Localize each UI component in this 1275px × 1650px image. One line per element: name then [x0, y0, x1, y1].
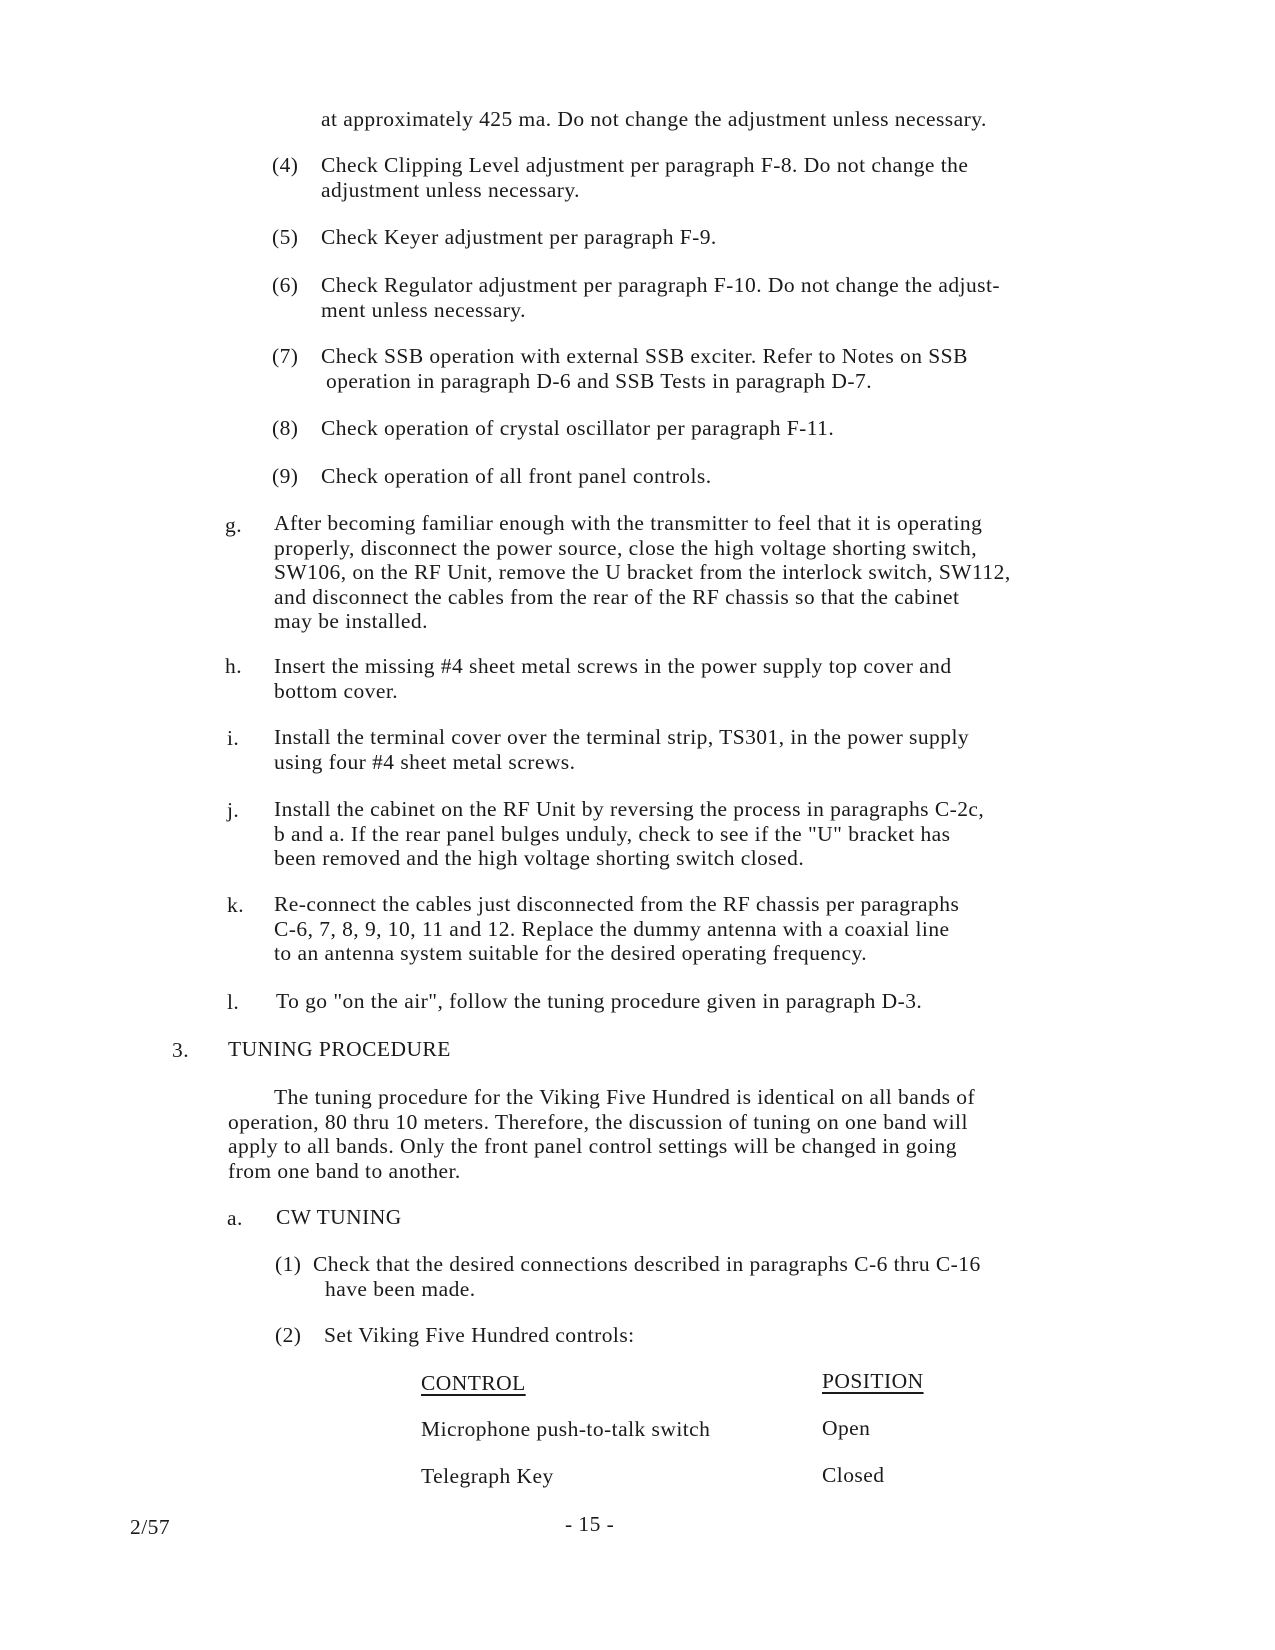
table-cell-position: Open — [822, 1416, 871, 1440]
section-title: TUNING PROCEDURE — [228, 1037, 451, 1061]
list-item — [321, 153, 968, 202]
item-label: l. — [227, 990, 240, 1014]
item-label: (6) — [272, 273, 299, 297]
item-label: k. — [227, 893, 245, 917]
list-item — [274, 892, 959, 966]
item-label: (5) — [272, 225, 299, 249]
section-number: 3. — [172, 1038, 190, 1062]
line: The tuning procedure for the Viking Five Hundred is identical on all bands of — [274, 1085, 976, 1109]
line: Install the terminal cover over the terminal strip, TS301, in the power supply — [274, 725, 970, 749]
table-header-control: CONTROL — [421, 1371, 526, 1395]
line: and disconnect the cables from the rear of the RF chassis so that the cabinet — [274, 584, 960, 609]
list-item — [313, 1252, 981, 1301]
line: been removed and the high voltage shorting switch closed. — [274, 846, 805, 870]
line: After becoming familiar enough with the transmitter to feel that it is operating — [274, 511, 983, 535]
footer-date: 2/57 — [130, 1515, 171, 1539]
intro-line: at approximately 425 ma. Do not change the adjustment unless necessary. — [321, 107, 987, 131]
item-label: g. — [225, 513, 243, 537]
line: Check Clipping Level adjustment per paragraph F-8. Do not change the — [321, 153, 969, 177]
list-item — [274, 797, 984, 871]
section-paragraph — [228, 1085, 975, 1183]
line: Check operation of crystal oscillator per paragraph F-11. — [321, 416, 835, 440]
line: Check Regulator adjustment per paragraph F-10. Do not change the adjust- — [321, 273, 1001, 297]
line: to an antenna system suitable for the desired operating frequency. — [274, 941, 868, 965]
line: operation in paragraph D-6 and SSB Tests in paragraph D-7. — [326, 368, 873, 393]
subsection-title: CW TUNING — [276, 1205, 402, 1229]
line: apply to all bands. Only the front panel control settings will be changed in going — [228, 1134, 957, 1158]
line: Check Keyer adjustment per paragraph F-9. — [321, 225, 717, 249]
line: using four #4 sheet metal screws. — [274, 749, 576, 774]
list-item — [274, 654, 952, 703]
list-item — [321, 273, 1000, 322]
line: bottom cover. — [274, 678, 399, 703]
item-label: (9) — [272, 464, 299, 488]
list-item — [321, 416, 834, 441]
line: may be installed. — [274, 609, 428, 633]
list-item — [321, 225, 717, 250]
line: operation, 80 thru 10 meters. Therefore, the discussion of tuning on one band will — [228, 1109, 968, 1134]
line: Check that the desired connections described in paragraphs C-6 thru C-16 — [313, 1252, 981, 1276]
list-item — [321, 464, 712, 489]
page-number: - 15 - — [565, 1512, 615, 1536]
item-label: (4) — [272, 153, 299, 177]
line: To go "on the air", follow the tuning procedure given in paragraph D-3. — [276, 989, 923, 1013]
line: Re-connect the cables just disconnected from the RF chassis per paragraphs — [274, 892, 960, 916]
table-cell-position: Closed — [822, 1463, 885, 1487]
line: ment unless necessary. — [321, 297, 526, 322]
list-item — [274, 511, 1011, 634]
table-cell-control: Microphone push-to-talk switch — [421, 1417, 711, 1441]
table-cell-control: Telegraph Key — [421, 1464, 554, 1488]
item-label: j. — [227, 798, 240, 822]
list-item — [276, 989, 922, 1014]
line: Set Viking Five Hundred controls: — [324, 1323, 635, 1347]
line: adjustment unless necessary. — [321, 177, 580, 202]
line: SW106, on the RF Unit, remove the U bracket from the interlock switch, SW112, — [274, 560, 1011, 584]
item-label: (7) — [272, 344, 299, 368]
line: b and a. If the rear panel bulges unduly, check to see if the "U" bracket has — [274, 821, 951, 846]
line: properly, disconnect the power source, close the high voltage shorting switch, — [274, 535, 978, 560]
list-item — [324, 1323, 635, 1348]
line: have been made. — [325, 1276, 476, 1301]
line: Check operation of all front panel controls. — [321, 464, 712, 488]
list-item — [321, 344, 968, 393]
subsection-label: a. — [227, 1206, 243, 1230]
item-label: i. — [227, 726, 240, 750]
item-label: h. — [225, 654, 243, 678]
line: Insert the missing #4 sheet metal screws in the power supply top cover and — [274, 654, 952, 678]
line: C-6, 7, 8, 9, 10, 11 and 12. Replace the dummy antenna with a coaxial line — [274, 916, 950, 941]
item-label: (8) — [272, 416, 299, 440]
item-label: (1) — [275, 1252, 302, 1276]
line: from one band to another. — [228, 1158, 461, 1183]
list-item — [274, 725, 969, 774]
line: Check SSB operation with external SSB exciter. Refer to Notes on SSB — [321, 344, 968, 368]
table-header-position: POSITION — [822, 1369, 924, 1393]
line: Install the cabinet on the RF Unit by reversing the process in paragraphs C-2c, — [274, 797, 985, 821]
item-label: (2) — [275, 1323, 302, 1347]
